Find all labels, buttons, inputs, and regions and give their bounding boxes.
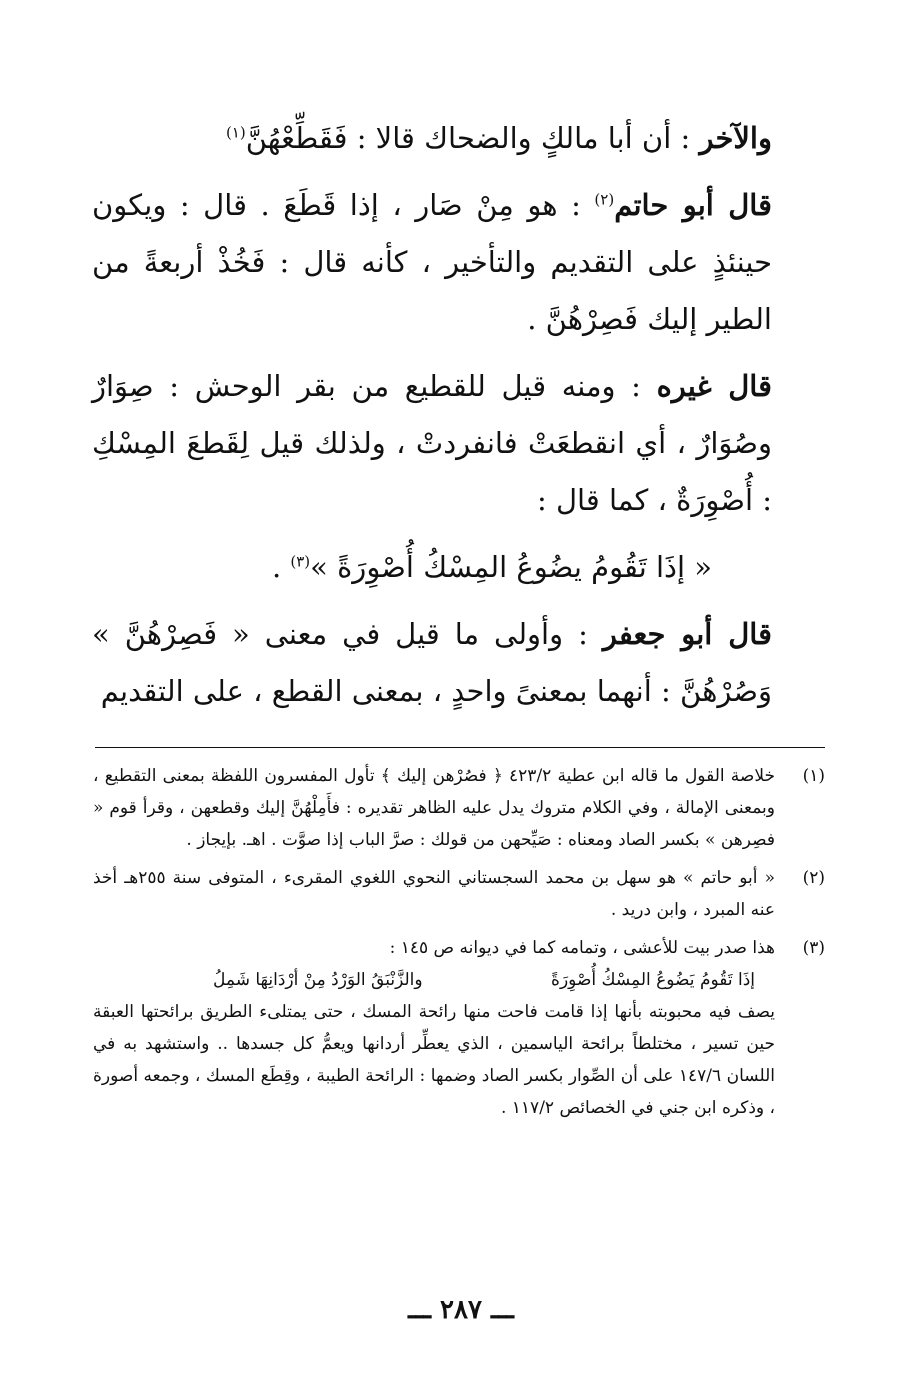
paragraph-text: : ومنه قيل للقطيع من بقر الوحش : صِوَارٌ وصُوَارٌ ، أي انقطعَتْ فانفردتْ ، ولذلك قيل لِقَطعَ المِسْكِ : أُصْوِرَةٌ ، كما قال : (92, 369, 772, 517)
footnote-text: « أبو حاتم » هو سهل بن محمد السجستاني النحوي اللغوي المقرىء ، المتوفى سنة ٢٥٥هـ أخذ عنه المبرد ، وابن دريد . (93, 868, 775, 920)
paragraph-2 (92, 177, 772, 348)
footnote-ref[interactable]: (٣) (290, 552, 311, 571)
footnote-ref[interactable]: (١) (225, 123, 246, 142)
paragraph-text: : وأولى ما قيل في معنى « فَصِرْهُنَّ » وَصُرْهُنَّ : أنهما بمعنىً واحدٍ ، بمعنى القطع ، على التقديم (92, 617, 772, 708)
paragraph-text: : أن أبا مالكٍ والضحاك قالا : فَقَطِّعْهُنَّ (245, 121, 700, 155)
paragraph-3 (92, 358, 772, 529)
verse-second-hemistich: والزَّنْبَقُ الوَرْدُ مِنْ أرْدَانِهَا شَمِلُ (213, 970, 423, 990)
paragraph-1 (92, 110, 772, 167)
speaker-lead: قال أبو حاتم (614, 188, 772, 222)
footnote-number: (١) (802, 766, 825, 786)
verse-quote (92, 539, 772, 596)
verse-first-hemistich: إذَا تَقُومُ يَضُوعُ المِسْكُ أُصْوِرَةً (551, 970, 755, 990)
footnotes (93, 760, 825, 1130)
footnote-number: (٢) (802, 868, 825, 888)
verse-text: « إذَا تَقُومُ يضُوعُ المِسْكُ أُصْوِرَةً » (310, 550, 712, 584)
speaker-lead: قال أبو جعفر (602, 617, 772, 651)
footnote-1 (93, 760, 825, 856)
verse-tail: . (271, 550, 291, 584)
paragraph-4 (92, 606, 772, 720)
speaker-lead: قال غيره (656, 369, 772, 403)
footnote-text: خلاصة القول ما قاله ابن عطية ٤٢٣/٢ ﴿ فصُرْهن إليك ﴾ تأول المفسرون اللفظة بمعنى التقطيع ، وبمعنى الإمالة ، وفي الكلام متروك يدل عليه الظاهر تقديره : فأَمِلْهُنَّ إليك وقطعهن ، وقرأ قوم « فصِرهن » بكسر الصاد ومعناه : صَيِّحهن من قولك : صرَّ الباب إذا صوَّت . اهـ. بإيجاز . (93, 766, 776, 850)
footnote-ref[interactable]: (٢) (594, 190, 615, 209)
paragraph-text: : هو مِنْ صَار ، إذا قَطَعَ . قال : ويكون حينئذٍ على التقديم والتأخير ، كأنه قال : فَخُذْ أربعةً من الطير إليك فَصِرْهُنَّ . (92, 188, 772, 336)
footnote-text: يصف فيه محبوبته بأنها إذا قامت فاحت منها رائحة المسك ، حتى يمتلىء الطريق برائحتها العبقة حين تسير ، مختلطاً برائحة الياسمين ، الذي يعطِّر أردانها ويعمُّ كل جسدها .. واستشهد به في اللسان ١٤٧/٦ على أن الصِّوار بكسر الصاد وضمها : الرائحة الطيبة ، وقِطَع المسك ، وجمعه أصورة ، وذكره ابن جني في الخصائص ١١٧/٢ . (93, 1002, 775, 1118)
footnote-3 (93, 932, 825, 1124)
footnote-body (93, 932, 775, 1124)
poem-verse (93, 964, 775, 996)
footnote-number: (٣) (802, 938, 825, 958)
page-number: ـــ ٢٨٧ ـــ (408, 1295, 514, 1325)
footnote-body (93, 862, 775, 926)
footnote-2 (93, 862, 825, 926)
footnote-separator (95, 747, 825, 748)
footnote-text: هذا صدر بيت للأعشى ، وتمامه كما في ديوانه ص ١٤٥ : (389, 938, 775, 958)
footnote-body (93, 760, 775, 856)
speaker-lead: والآخر (699, 121, 772, 155)
main-text (92, 110, 772, 730)
